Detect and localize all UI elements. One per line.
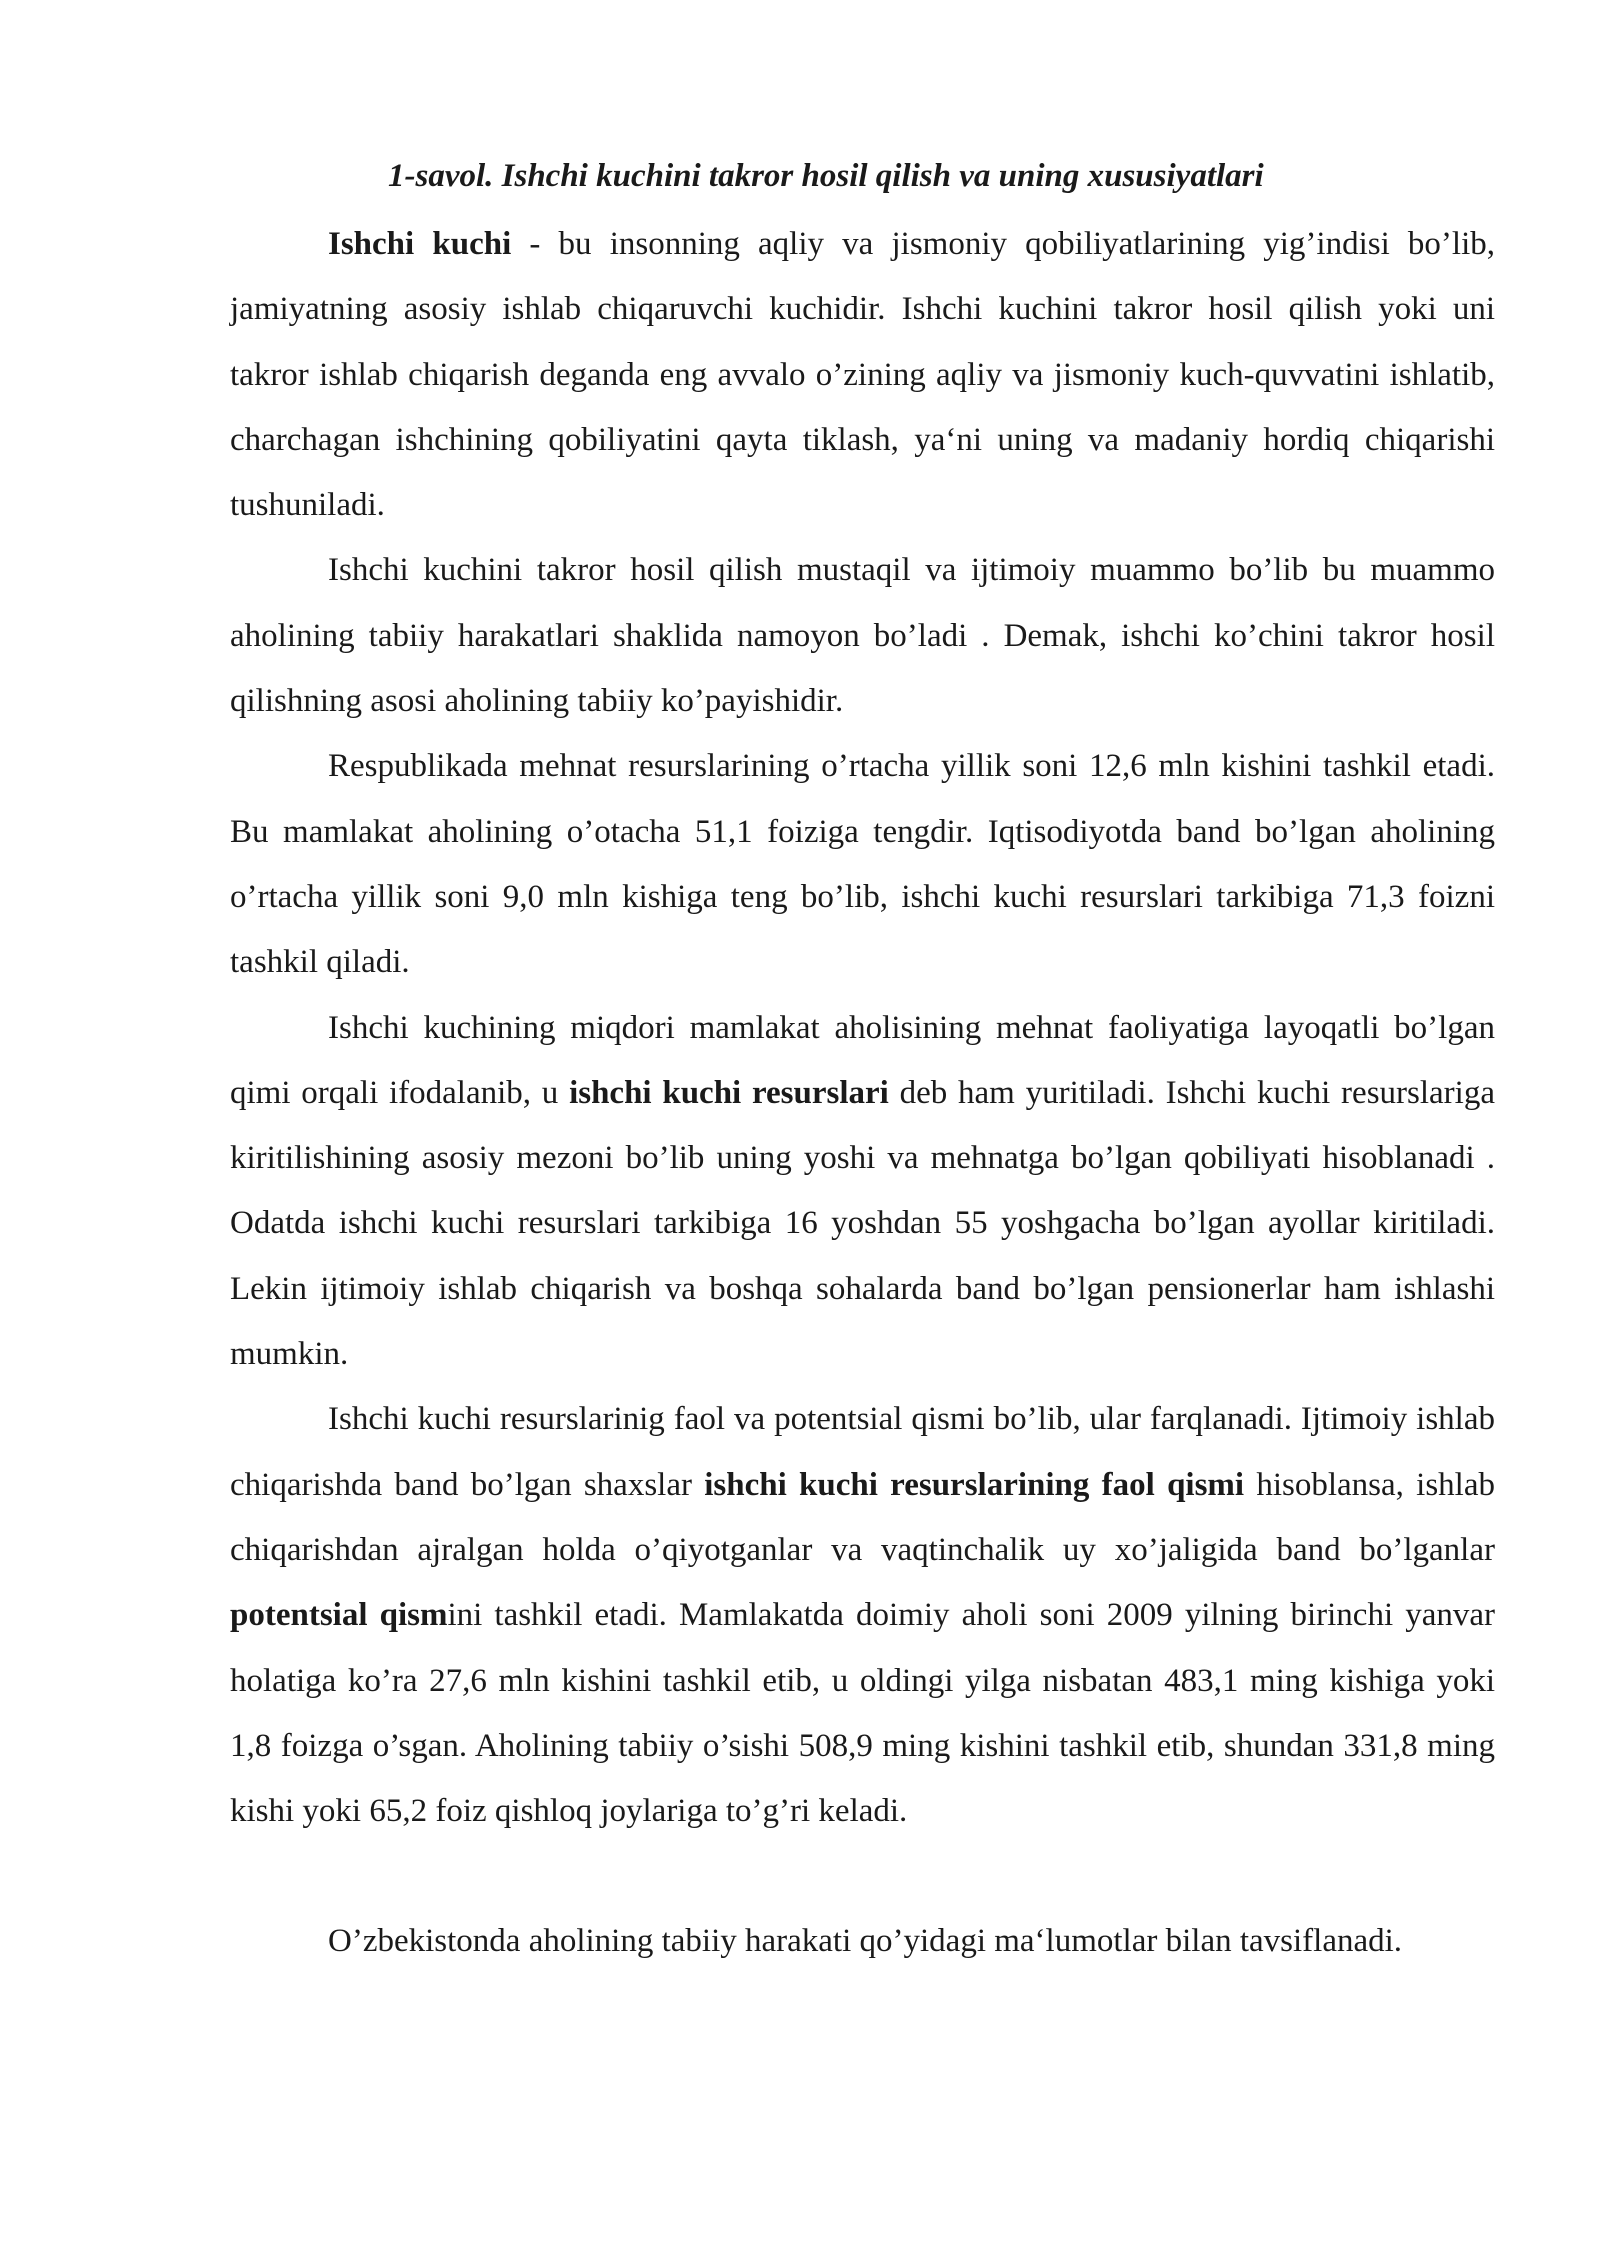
paragraph-text: hisoblansa, ishlab chiqarishdan ajralgan holda o’qiyotganlar va vaqtinchalik uy xo’jaligida band bo’lganlar (230, 1466, 1495, 1568)
term-ishchi-kuchi-resurslari: ishchi kuchi resurslari (569, 1074, 889, 1111)
paragraph-natural-movement: O’zbekistonda aholining tabiiy harakati qo’yidagi ma‘lumotlar bilan tavsiflanadi. (328, 1923, 1403, 1960)
paragraph-text: Ishchi kuchi resurslarinig faol va potentsial qismi bo’lib, ular farqlanadi. Ijtimoiy ishlab chiqarishda band bo’lgan shaxslar (230, 1401, 1495, 1503)
term-ishchi-kuchi: Ishchi kuchi (328, 226, 512, 262)
term-faol-qismi: ishchi kuchi resurslarining faol qismi (704, 1466, 1245, 1503)
paragraph-text: Ishchi kuchining miqdori mamlakat aholisining mehnat faoliyatiga layoqatli bo’lgan qimi orqali ifodalanib, u (230, 1009, 1495, 1111)
term-potentsial-qism: potentsial qism (230, 1597, 448, 1634)
section-title: 1-savol. Ishchi kuchini takror hosil qilish va uning xususiyatlari (388, 158, 1264, 194)
paragraph-labor-resources: Respublikada mehnat resurslarining o’rtacha yillik soni 12,6 mln kishini tashkil etadi. Bu mamlakat aholining o’otacha 51,1 foiziga tengdir. Iqtisodiyotda band bo’lgan aholining o’rtacha yillik soni 9,0 mln kishiga teng bo’lib, ishchi kuchi resurslari tarkibiga 71,3 foizni tashkil qiladi. (230, 748, 1495, 981)
paragraph-text: ini tashkil etadi. Mamlakatda doimiy aholi soni 2009 yilning birinchi yanvar holatiga ko’ra 27,6 mln kishini tashkil etib, u oldingi yilga nisbatan 483,1 ming kishiga yoki 1,8 foizga o’sgan. Aholining tabiiy o’sishi 508,9 ming kishini tashkil etib, shundan 331,8 ming kishi yoki 65,2 foiz qishloq joylariga to’g’ri keladi. (230, 1597, 1495, 1830)
paragraph-definition (230, 212, 1495, 538)
document-body (230, 150, 1495, 1975)
paragraph-text: - bu insonning aqliy va jismoniy qobiliyatlarining yig’indisi bo’lib, jamiyatning asosiy ishlab chiqaruvchi kuchidir. Ishchi kuchini takror hosil qilish yoki uni takror ishlab chiqarish deganda eng avvalo o’zining aqliy va jismoniy kuch-quvvatini ishlatib, charchagan ishchining qobiliyatini qayta tiklash, ya‘ni uning va madaniy hordiq chiqarishi tushuniladi. (230, 226, 1496, 524)
paragraph-labor-quantity (230, 996, 1495, 1388)
paragraph-reproduction: Ishchi kuchini takror hosil qilish mustaqil va ijtimoiy muammo bo’lib bu muammo aholining tabiiy harakatlari shaklida namoyon bo’ladi . Demak, ishchi ko’chini takror hosil qilishning asosi aholining tabiiy ko’payishidir. (230, 552, 1495, 720)
paragraph-active-potential (230, 1387, 1495, 1844)
paragraph-text: deb ham yuritiladi. Ishchi kuchi resurslariga kiritilishining asosiy mezoni bo’lib uning yoshi va mehnatga bo’lgan qobiliyati hisoblanadi . Odatda ishchi kuchi resurslari tarkibiga 16 yoshdan 55 yoshgacha bo’lgan ayollar kiritiladi. Lekin ijtimoiy ishlab chiqarish va boshqa sohalarda band bo’lgan pensionerlar ham ishlashi mumkin. (230, 1074, 1495, 1373)
blank-line (230, 1844, 1495, 1909)
